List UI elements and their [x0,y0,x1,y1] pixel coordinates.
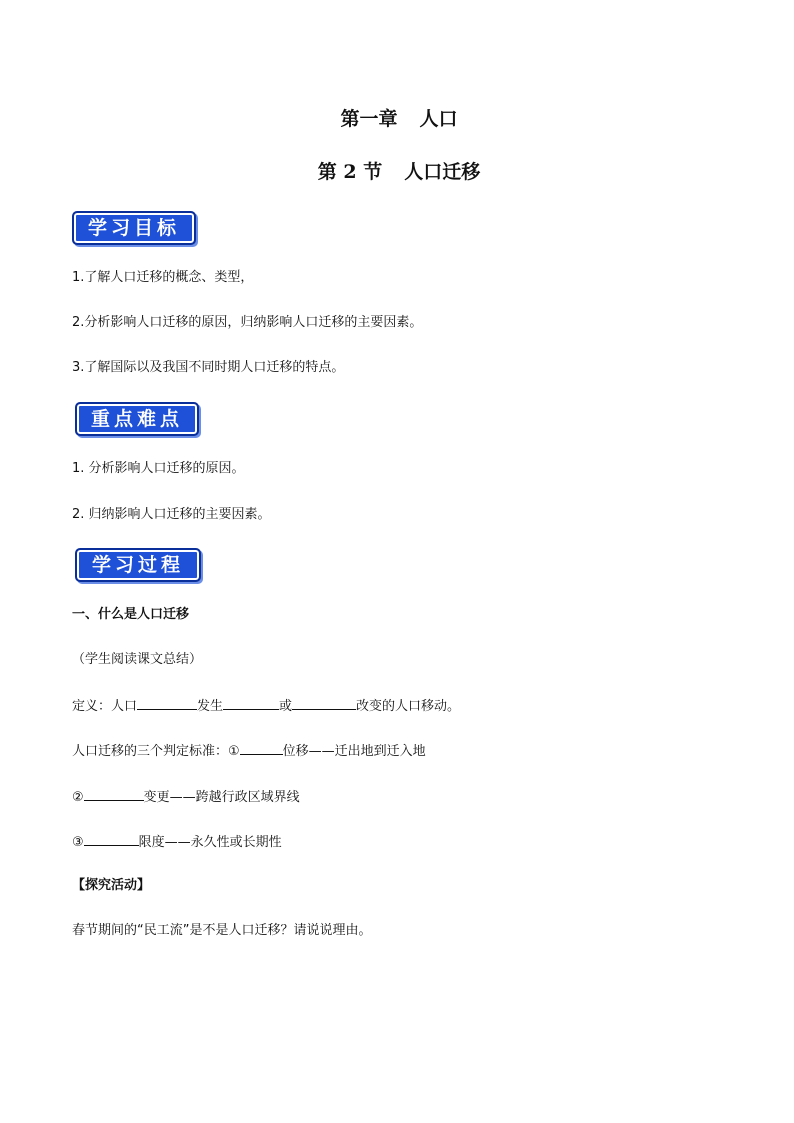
activity-question: 春节期间的“民工流”是不是人口迁移？请说说理由。 [72,923,372,938]
definition-line [72,696,460,716]
definition-part: 发生 [197,699,224,714]
chapter-heading [0,104,794,131]
fill-blank[interactable] [240,741,283,755]
definition-part: 改变的人口移动。 [356,699,461,714]
section-heading [0,157,794,184]
section-title: 人口迁移 [404,161,481,183]
process-badge: 学习过程 [75,548,201,582]
criteria-text: 变更——跨越行政区域界线 [143,790,300,805]
definition-part: 或 [279,699,293,714]
objective-item: 2.分析影响人口迁移的原因，归纳影响人口迁移的主要因素。 [72,315,423,330]
definition-part: 定义：人口 [72,699,138,714]
criteria-mark: ③ [72,835,84,850]
criteria-line [72,741,426,761]
fill-blank[interactable] [84,832,139,846]
process-note: （学生阅读课文总结） [72,652,203,667]
criteria-text: 限度——永久性或长期性 [138,835,282,850]
fill-blank[interactable] [223,696,279,710]
criteria-text: 位移——迁出地到迁入地 [282,744,426,759]
criteria-intro: 人口迁移的三个判定标准：① [72,744,240,759]
key-points-badge: 重点难点 [75,402,199,436]
activity-label: 【探究活动】 [72,878,151,893]
chapter-title: 第一章 [340,108,398,130]
chapter-subject: 人口 [419,108,458,130]
objective-item: 3.了解国际以及我国不同时期人口迁移的特点。 [72,360,345,375]
key-point-item: 1. 分析影响人口迁移的原因。 [72,461,245,476]
objectives-badge: 学习目标 [72,211,196,245]
objective-item: 1.了解人口迁移的概念、类型， [72,270,254,285]
criteria-mark: ② [72,790,84,805]
fill-blank[interactable] [292,696,356,710]
criteria-line [72,832,282,852]
criteria-line [72,787,300,807]
fill-blank[interactable] [137,696,197,710]
section-number: 第 2 节 [317,161,383,183]
key-point-item: 2. 归纳影响人口迁移的主要因素。 [72,507,271,522]
fill-blank[interactable] [84,787,144,801]
process-heading: 一、什么是人口迁移 [72,607,190,622]
